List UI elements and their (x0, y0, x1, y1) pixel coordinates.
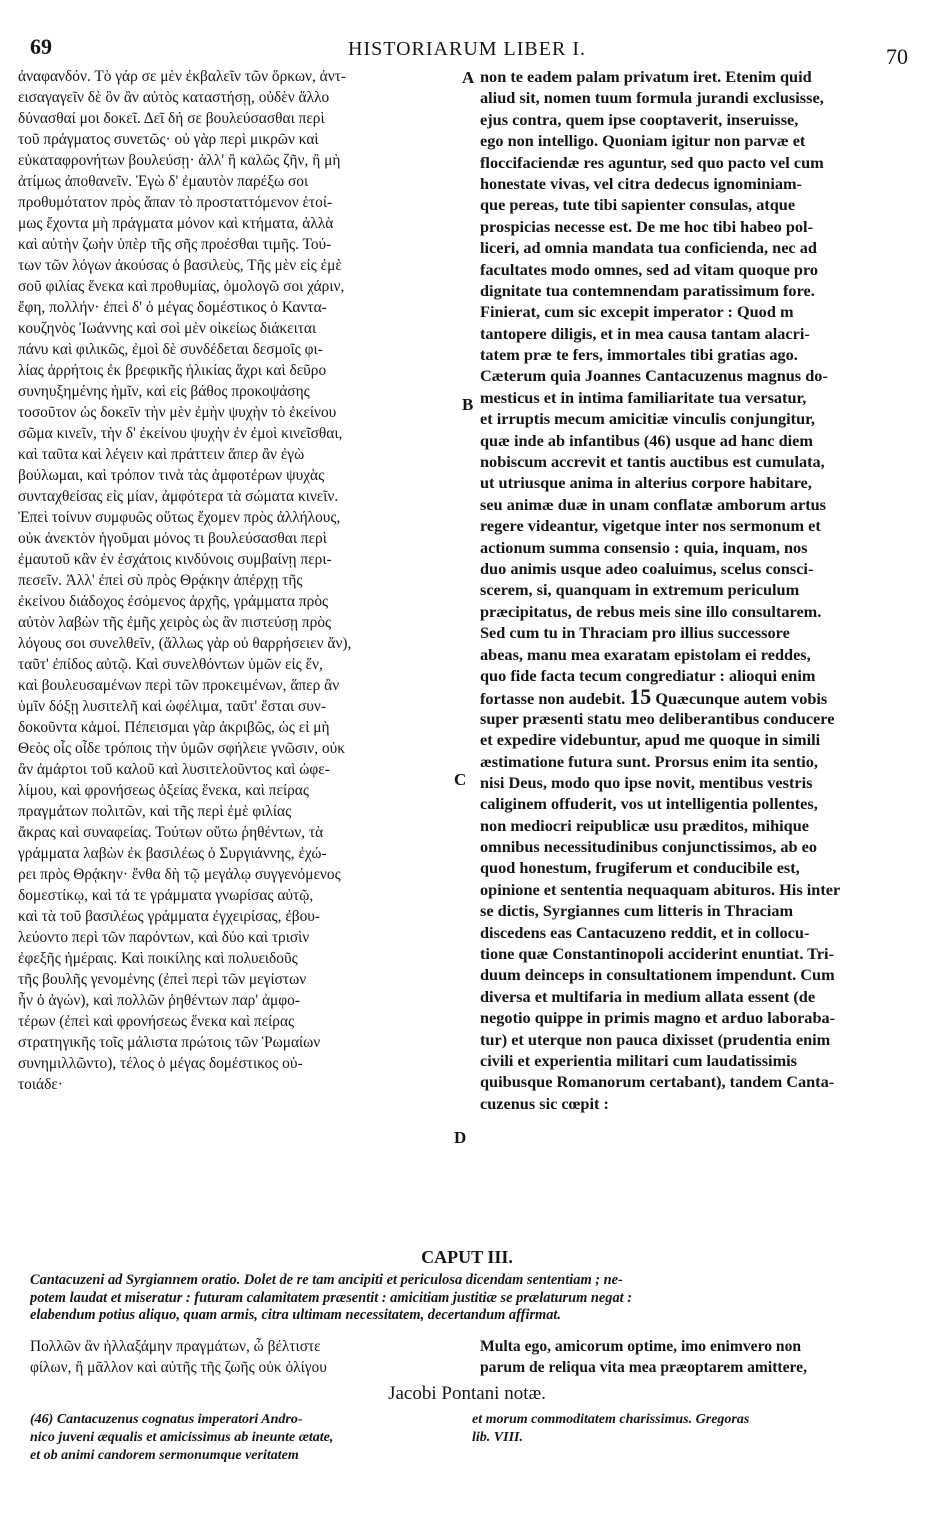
greek-text-line: γράμματα λαβὼν ἐκ βασιλέως ὁ Συργιάννης, ἐχώ- (18, 845, 327, 862)
latin-text-line: caliginem offuderit, vos ut intelligentia pollentes, (480, 794, 818, 814)
greek-text-line: λίας ἀρρήτοις ἐκ βρεφικῆς ἡλικίας ἄχρι καὶ δεῦρο (18, 362, 327, 379)
greek-text-line: λόγους σοι συνελθεῖν, (ἄλλως γὰρ οὐ θαρρήσειεν ἄν), (18, 635, 352, 652)
chapter-summary (30, 1272, 902, 1325)
page-number-left: 69 (30, 34, 52, 59)
greek-text-line: σῶμα κινεῖν, τὴν δ' ἐκείνου ψυχὴν ἐν ἐμοὶ κινεῖσθαι, (18, 425, 343, 442)
latin-text-line: tatem præ te fers, immortales tibi gratias ago. (480, 345, 798, 365)
latin-text-line: actionum summa consensio : quia, inquam, nos (480, 537, 808, 557)
latin-text-line: et expedire videbuntur, apud me quoque in simili (480, 730, 821, 750)
greek-text-line: τῆς βουλῆς γενομένης (ἐπεὶ περὶ τῶν μεγίστων (18, 971, 307, 988)
latin-column (480, 66, 900, 1114)
greek-text-line: Ἐπεὶ τοίνυν συμφυῶς οὕτως ἔχομεν πρὸς ἀλλήλους, (18, 509, 341, 526)
latin-text-line: super præsenti statu meo deliberantibus conducere (480, 708, 835, 728)
latin-text-line: parum de reliqua vita mea præoptarem amittere, (480, 1359, 807, 1376)
latin-text-line: tantopere diligis, et in mea causa tantam alacri- (480, 323, 810, 343)
greek-text-line: οὐκ ἀνεκτὸν ἡγοῦμαι μόνος τι βουλεύσασθαι περὶ (18, 530, 327, 547)
greek-text-line: συνημιλλῶντο), τέλος ὁ μέγας δομέστικος οὑ- (18, 1055, 303, 1072)
latin-line-fragment: fortasse non audebit. (480, 689, 626, 708)
latin-text-line: prospicias necesse est. De me hoc tibi habeo pol- (480, 216, 813, 236)
greek-text-line: καὶ τὰ τοῦ βασιλέως γράμματα ἐγχειρίσας, ἐβου- (18, 908, 321, 925)
latin-text-line: æstimatione futura sunt. Prorsus enim ita sentio, (480, 751, 818, 771)
latin-text-line: facultates modo omnes, sed ad vitam quoque pro (480, 259, 819, 279)
latin-text-line: regere videantur, vigetque inter nos sermonum et (480, 516, 821, 536)
greek-text-line: τέρων (ἐπεὶ καὶ φρονήσεως ἕνεκα καὶ πείρας (18, 1013, 295, 1030)
note-line: (46) Cantacuzenus cognatus imperatori Andro- (30, 1412, 303, 1427)
greek-text-line: Πολλῶν ἂν ἠλλαξάμην πραγμάτων, ὦ βέλτιστε (30, 1338, 321, 1355)
chapter-greek-text (30, 1336, 470, 1378)
latin-text-line: ut utriusque anima in alterius corpore habitare, (480, 473, 812, 493)
latin-text-line: Sed cum tu in Thraciam pro illius successore (480, 623, 790, 643)
greek-text-line: φίλων, ἢ μᾶλλον καὶ αὐτῆς τῆς ζωῆς οὐκ ὀλίγου (30, 1359, 327, 1376)
latin-text-line: quod honestum, frugiferum et conducibile est, (480, 858, 800, 878)
latin-text-line: non te eadem palam privatum iret. Etenim quid (480, 67, 812, 86)
greek-text-line: προθυμότατον πρὸς ἅπαν τὸ προσταττόμενον ἑτοί- (18, 194, 333, 211)
latin-text-line: aliud sit, nomen tuum formula jurandi exclusisse, (480, 88, 824, 108)
greek-text-line: δοκοῦντα κἀμοί. Πέπεισμαι γὰρ ἀκριβῶς, ὡς εἰ μὴ (18, 719, 330, 736)
greek-text-line: ἦν ὁ ἀγών), καὶ πολλῶν ῥηθέντων παρ' ἀμφο- (18, 992, 300, 1009)
greek-text-line: δύνασθαί μοι δοκεῖ. Δεῖ δή σε βουλεύσασθαι περὶ (18, 110, 325, 127)
margin-letter-c: C (454, 770, 467, 789)
greek-text-line: ἂν ἁμάρτοι τοῦ καλοῦ καὶ λυσιτελοῦντος καὶ ὠφε- (18, 761, 330, 778)
greek-text-line: σοῦ φιλίας ἕνεκα καὶ προθυμίας, ὁμολογῶ σοι χάριν, (18, 278, 345, 295)
latin-text-line: opinione et sententia nequaquam abituros. His inter (480, 879, 841, 899)
latin-text-line (480, 686, 900, 707)
latin-text-line: cuzenus sic cœpit : (480, 1093, 609, 1113)
greek-column (18, 66, 458, 1095)
greek-text-line: ὑμῖν δόξῃ λυσιτελῆ καὶ ὠφέλιμα, ταῦτ' ἔσται συν- (18, 698, 327, 715)
latin-text-line: quo fide facta tecum congrediatur : alioqui enim (480, 665, 816, 685)
greek-text-line: τοῦ πράγματος συνετῶς· οὐ γὰρ περὶ μικρῶν καὶ (18, 131, 319, 148)
greek-text-line: καὶ ταῦτα καὶ λέγειν καὶ πράττειν ἅπερ ἂν ἐγὼ (18, 446, 305, 463)
latin-text-line: que pereas, tute tibi sapienter consulas, atque (480, 195, 796, 215)
margin-letter-d: D (454, 1128, 467, 1147)
note-line: nico juveni æqualis et amicissimus ab ineunte ætate, (30, 1430, 334, 1445)
greek-text-line: πάνυ καὶ φιλικῶς, ἐμοὶ δὲ συνδέδεται δεσμοῖς φι- (18, 341, 323, 358)
latin-text-line: præcipitatus, de rebus meis sine illo consultarem. (480, 601, 822, 621)
chapter-title: CAPUT III. (421, 1247, 513, 1267)
latin-text-line: tione quæ Constantinopoli acciderint enuntiat. Tri- (480, 944, 834, 964)
latin-text-line: ego non intelligo. Quoniam igitur non parvæ et (480, 131, 806, 151)
summary-line: Cantacuzeni ad Syrgiannem oratio. Dolet de re tam ancipiti et periculosa dicendam sententiam ; ne- (30, 1272, 623, 1288)
chapter-latin-text (480, 1336, 902, 1378)
latin-text-line: negotio quippe in primis magno et arduo laboraba- (480, 1008, 836, 1028)
greek-text-line: ἐμαυτοῦ κἂν ἐν ἐσχάτοις κινδύνοις συμβαίνῃ περι- (18, 551, 332, 568)
latin-text-line: mesticus et in intima familiaritate tua versatur, (480, 387, 807, 407)
latin-text-line: diversa et multifaria in medium allata essent (de (480, 986, 816, 1006)
latin-text-line: scerem, si, quanquam in extremum periculum (480, 580, 800, 600)
latin-text-line: dignitate tua contemnendam paratissimum fore. (480, 280, 815, 300)
latin-text-line: seu animæ duæ in unam conflatæ amborum artus (480, 494, 827, 514)
note-line: et morum commoditatem charissimus. Gregoras (472, 1412, 750, 1427)
summary-line: elabendum potius aliquo, quam armis, citra ultimam necessitatem, decertandum affirmat. (30, 1307, 562, 1323)
greek-text-line: καὶ αὐτὴν ζωὴν ὑπὲρ τῆς σῆς προέσθαι τιμῆς. Τού- (18, 236, 332, 253)
latin-line-fragment: Quæcunque autem vobis (655, 689, 828, 708)
latin-text-line: duo animis usque adeo coaluimus, scelus consci- (480, 558, 814, 578)
greek-text-line: βούλωμαι, καὶ τρόπον τινὰ τὰς ἀμφοτέρων ψυχὰς (18, 467, 325, 484)
margin-letter-b: B (462, 395, 474, 414)
margin-letter-a: A (462, 68, 475, 87)
greek-text-line: ταῦτ' ἐπίδος αὐτῷ. Καὶ συνελθόντων ὑμῶν εἰς ἕν, (18, 656, 323, 673)
greek-text-line: στρατηγικῆς τοῖς μάλιστα πρώτοις τῶν Ῥωμαίων (18, 1034, 321, 1051)
latin-text-line: se dictis, Syrgiannes cum litteris in Thraciam (480, 901, 794, 921)
latin-text-line: quæ inde ab infantibus (46) usque ad hanc diem (480, 430, 813, 450)
latin-text-line: Finierat, cum sic excepit imperator : Quod m (480, 302, 794, 322)
latin-text-line: omnibus necessitudinibus conjunctissimos, ab eo (480, 837, 818, 857)
verse-number: 15 (629, 686, 652, 708)
greek-text-line: τοσοῦτον ὡς δοκεῖν τὴν μὲν ἐμὴν ψυχὴν τὸ ἐκείνου (18, 404, 337, 421)
latin-text-line: ejus contra, quem ipse cooptaverit, inseruisse, (480, 109, 799, 129)
greek-text-line: καὶ βουλευσαμένων περὶ τῶν προκειμένων, ἅπερ ἂν (18, 677, 340, 694)
greek-text-line: ρει πρὸς Θρᾴκην· ἔνθα δὴ τῷ μεγάλῳ συγγενόμενος (18, 866, 341, 883)
latin-text-line: non mediocri reipublicæ usu præditos, mihique (480, 815, 809, 835)
note-line: lib. VIII. (472, 1430, 523, 1445)
latin-text-line: et irruptis mecum amicitiæ vinculis conjungitur, (480, 409, 815, 429)
greek-text-line: δομεστίκῳ, καὶ τά τε γράμματα γνωρίσας αὐτῷ, (18, 887, 314, 904)
note-left-column (30, 1411, 470, 1465)
page-number-right: 70 (886, 44, 908, 69)
greek-text-line: συνηυξημένης ἡμῖν, καὶ εἰς βάθος προκοψάσης (18, 383, 310, 400)
greek-text-line: ἐκείνου διάδοχος ἐσόμενος ἀρχῆς, γράμματα πρὸς (18, 593, 329, 610)
greek-text-line: ἀτίμως ἀποθανεῖν. Ἐγὼ δ' ἐμαυτὸν παρέξω σοι (18, 173, 309, 190)
note-right-column (472, 1411, 902, 1447)
latin-text-line: discedens eas Cantacuzeno reddit, et in collocu- (480, 922, 810, 942)
greek-text-line: πεσεῖν. Ἀλλ' ἐπεὶ σὺ πρὸς Θρᾴκην ἀπέρχῃ τῆς (18, 572, 303, 589)
greek-text-line: συνταχθείσας εἰς μίαν, ἀμφότερα τὰ σώματα κινεῖν. (18, 488, 339, 505)
latin-text-line: liceri, ad omnia mandata tua conficienda, nec ad (480, 238, 817, 258)
summary-line: potem laudat et miseratur : futuram calamitatem præsentit : amicitiam justitiæ se prælaturum negat : (30, 1289, 633, 1306)
latin-text-line: civili et experientia militari cum laudatissimis (480, 1050, 797, 1070)
greek-text-line: ἀναφανδόν. Τὸ γάρ σε μὲν ἐκβαλεῖν τῶν ὅρκων, ἀντ- (18, 68, 346, 85)
greek-text-line: τοιάδε· (18, 1076, 63, 1093)
greek-text-line: ἐφεξῆς ἡμέραις. Καὶ ποικίλης καὶ πολυειδοῦς (18, 950, 298, 967)
greek-text-line: κουζηνὸς Ἰωάννης καὶ σοὶ μὲν οἰκείως διάκειται (18, 320, 317, 337)
greek-text-line: Θεὸς οἷς οἶδε τρόποις τὴν ὑμῶν σφήλειε γνῶσιν, οὐκ (18, 740, 346, 757)
note-line: et ob animi candorem sermonumque veritatem (30, 1448, 299, 1463)
greek-text-line: λεύοντο περὶ τῶν παρόντων, καὶ δύο καὶ τρισὶν (18, 929, 310, 946)
latin-text-line: nobiscum accrevit et tantis auctibus est cumulata, (480, 452, 825, 472)
greek-text-line: εὐκαταφρονήτων βουλεύσῃ· ἀλλ' ἢ καλῶς ζῆν, ἢ μὴ (18, 152, 341, 169)
notes-title: Jacobi Pontani notæ. (388, 1383, 546, 1404)
latin-text-line: Cæterum quia Joannes Cantacuzenus magnus do- (480, 366, 828, 386)
greek-text-line: εισαγαγεῖν δὲ ὃν ἂν αὐτὸς καταστήσῃ, οὐδὲν ἄλλο (18, 89, 330, 106)
latin-text-line: quibusque Romanorum certabant), tandem Canta- (480, 1072, 835, 1092)
greek-text-line: των τῶν λόγων ἀκούσας ὁ βασιλεὺς, Τῆς μὲν εἰς ἐμὲ (18, 257, 342, 274)
latin-text-line: duum deinceps in consultationem impendunt. Cum (480, 965, 835, 985)
greek-text-line: αὐτὸν λαβὼν τῆς ἐμῆς χειρὸς ὡς ἂν πιστεύσῃ πρὸς (18, 614, 332, 631)
greek-text-line: λίμου, καὶ φρονήσεως ὀξείας ἕνεκα, καὶ πείρας (18, 782, 309, 799)
latin-text-line: abeas, manu mea exaratam epistolam ei reddes, (480, 644, 811, 664)
latin-text-line: honestate vivas, vel citra dedecus ignominiam- (480, 173, 802, 193)
latin-text-line: Multa ego, amicorum optime, imo enimvero non (480, 1338, 802, 1355)
greek-text-line: μως ἔχοντα μὴ πράγματα μόνον καὶ κτήματα, ἀλλὰ (18, 215, 334, 232)
greek-text-line: πραγμάτων πολιτῶν, καὶ τῆς περὶ ἐμὲ φιλίας (18, 803, 292, 820)
running-title: HISTORIARUM LIBER I. (348, 38, 586, 60)
latin-text-line: nisi Deus, modo quo ipse novit, mentibus vestris (480, 772, 813, 792)
latin-text-line: tur) et uterque non pauca dixisset (prudentia enim (480, 1029, 831, 1049)
latin-text-line: floccifaciendæ res aguntur, sed quo pacto vel cum (480, 152, 824, 172)
greek-text-line: ἔφη, πολλήν· ἐπεὶ δ' ὁ μέγας δομέστικος ὁ Καντα- (18, 299, 327, 316)
greek-text-line: ἄκρας καὶ συναφείας. Τούτων οὕτω ῥηθέντων, τὰ (18, 824, 324, 841)
